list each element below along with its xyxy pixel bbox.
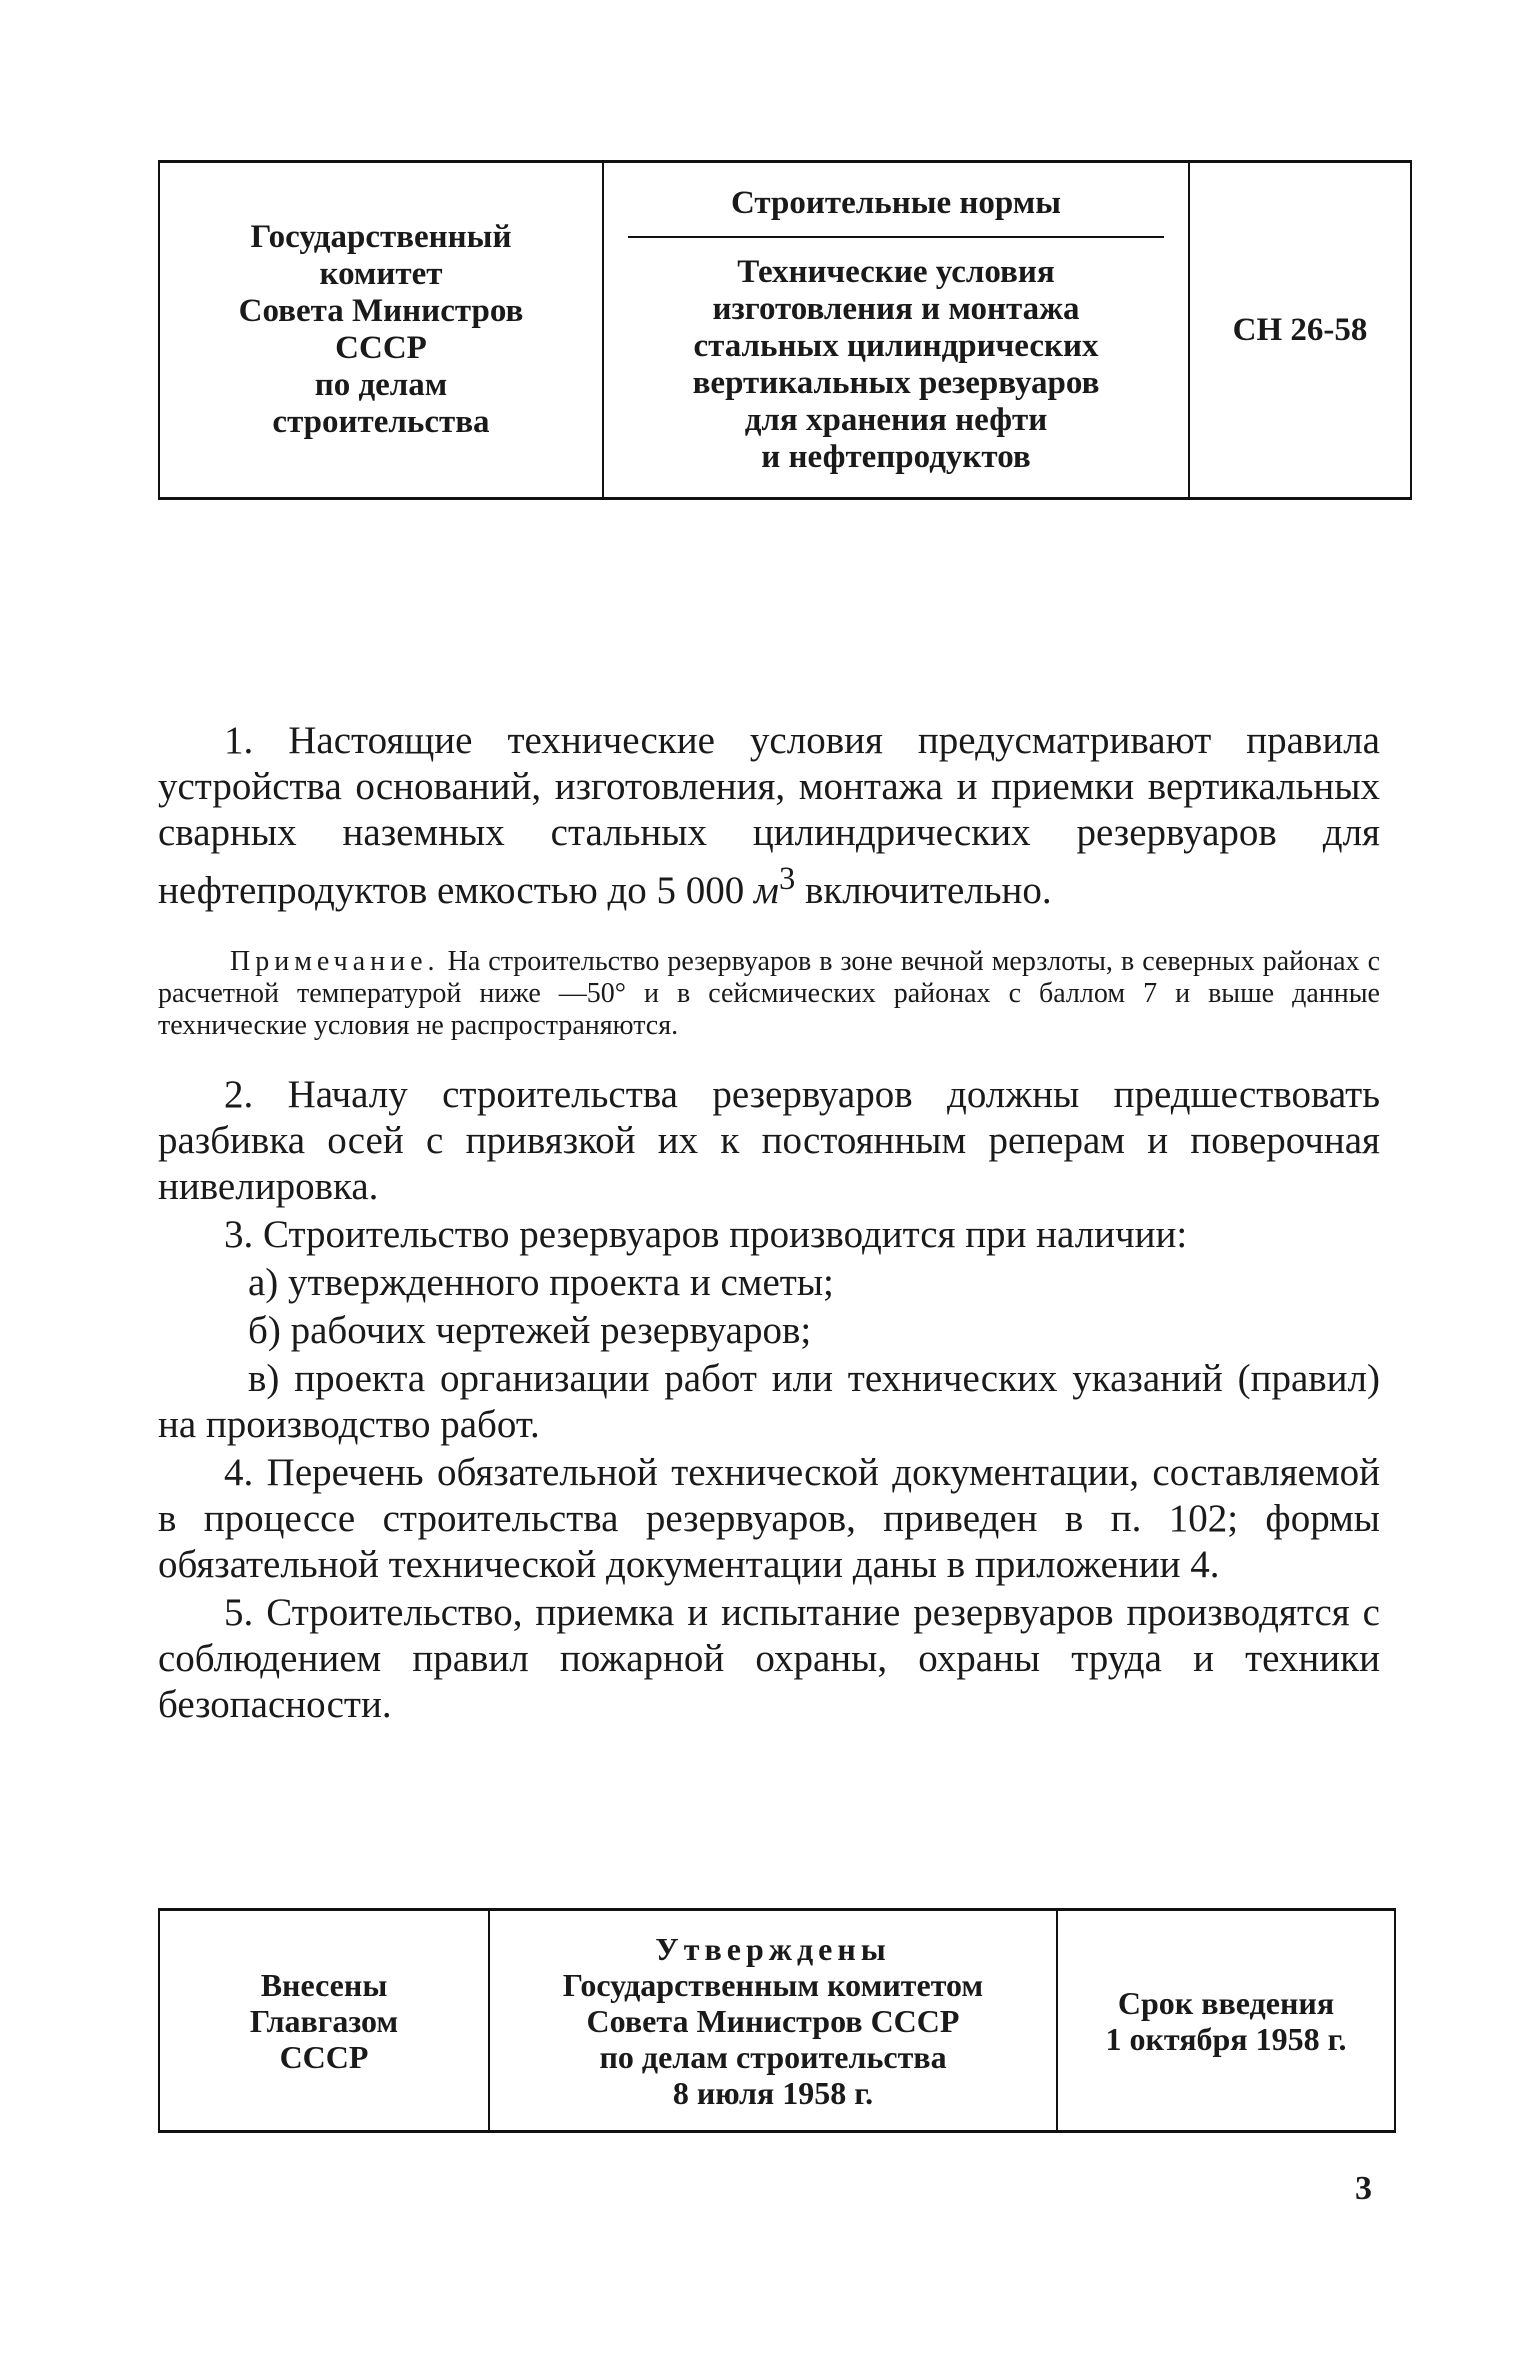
document-title [622, 238, 1170, 476]
code-cell [1189, 162, 1411, 499]
title-line: изготовления и монтажа [712, 290, 1080, 327]
effective-line: Срок введения [1117, 1984, 1335, 2021]
approved-line: по делам строительства [599, 2038, 947, 2075]
title-line: для хранения нефти [744, 401, 1048, 438]
document-category: Строительные нормы [628, 185, 1164, 238]
effective-cell [1057, 1910, 1395, 2132]
title-cell [603, 162, 1189, 499]
issuer-line: СССР [335, 330, 427, 366]
issuer-line: Государственный [250, 219, 512, 255]
footer-table [158, 1908, 1396, 2133]
approved-line: Совета Министров СССР [586, 2002, 960, 2039]
title-line: и нефтепродуктов [761, 438, 1031, 475]
effective-line: 1 октября 1958 г. [1105, 2020, 1347, 2057]
list-item-a: а) утвержденного проекта и сметы; [248, 1261, 834, 1304]
header-table [158, 160, 1412, 500]
note-label: Примечание. [230, 946, 440, 977]
introduced-line: СССР [279, 2038, 369, 2075]
introduced-line: Внесены [260, 1966, 388, 2003]
issuer-cell [159, 162, 603, 499]
paragraph-1-text: 1. Настоящие технические условия предусматривают правила устройства оснований, изготовления, монтажа и приемки вертикальных сварных наземных стальных цилиндрических резервуаров для нефтепродуктов емкостью до 5 000 [158, 719, 1380, 912]
document-code: СН 26-58 [1232, 311, 1368, 348]
issuer-line: строительства [272, 404, 490, 440]
approved-cell [489, 1910, 1057, 2132]
list-item-c: в) проекта организации работ или технических указаний (правил) на производство работ. [158, 1357, 1380, 1446]
paragraph-3: 3. Строительство резервуаров производится при наличии: [224, 1213, 1188, 1256]
list-item-b: б) рабочих чертежей резервуаров; [248, 1309, 812, 1352]
note-text: На строительство резервуаров в зоне вечной мерзлоты, в северных районах с расчетной температурой ниже —50° и в сейсмических районах с баллом 7 и выше данные технические условия не распространяются. [158, 946, 1380, 1041]
title-line: стальных цилиндрических [693, 327, 1099, 364]
approved-line: 8 июля 1958 г. [672, 2074, 874, 2111]
approved-label: Утверждены [655, 1930, 891, 1967]
title-line: Технические условия [737, 253, 1055, 290]
paragraph-2: 2. Началу строительства резервуаров должны предшествовать разбивка осей с привязкой их к постоянным реперам и поверочная нивелировка. [158, 1073, 1380, 1208]
introduced-cell [159, 1910, 489, 2132]
document-body [158, 718, 1380, 1728]
paragraph-1 [158, 718, 1380, 914]
paragraph-5: 5. Строительство, приемка и испытание резервуаров производятся с соблюдением правил пожарной охраны, охраны труда и техники безопасности. [158, 1591, 1380, 1726]
approved-line: Государственным комитетом [562, 1966, 984, 2003]
page-number: 3 [1355, 2170, 1372, 2207]
note [158, 946, 1380, 1042]
unit-exponent: 3 [778, 861, 796, 897]
issuer-line: комитет [319, 256, 443, 292]
paragraph-1-end: включительно. [795, 869, 1052, 912]
introduced-line: Главгазом [249, 2002, 399, 2039]
paragraph-4: 4. Перечень обязательной технической документации, составляемой в процессе строительства резервуаров, приведен в п. 102; формы обязательной технической документации даны в приложении 4. [158, 1451, 1380, 1586]
issuer-line: Совета Министров [238, 293, 524, 329]
issuer-line: по делам [314, 367, 448, 403]
unit: м [754, 869, 779, 912]
title-line: вертикальных резервуаров [692, 364, 1100, 401]
